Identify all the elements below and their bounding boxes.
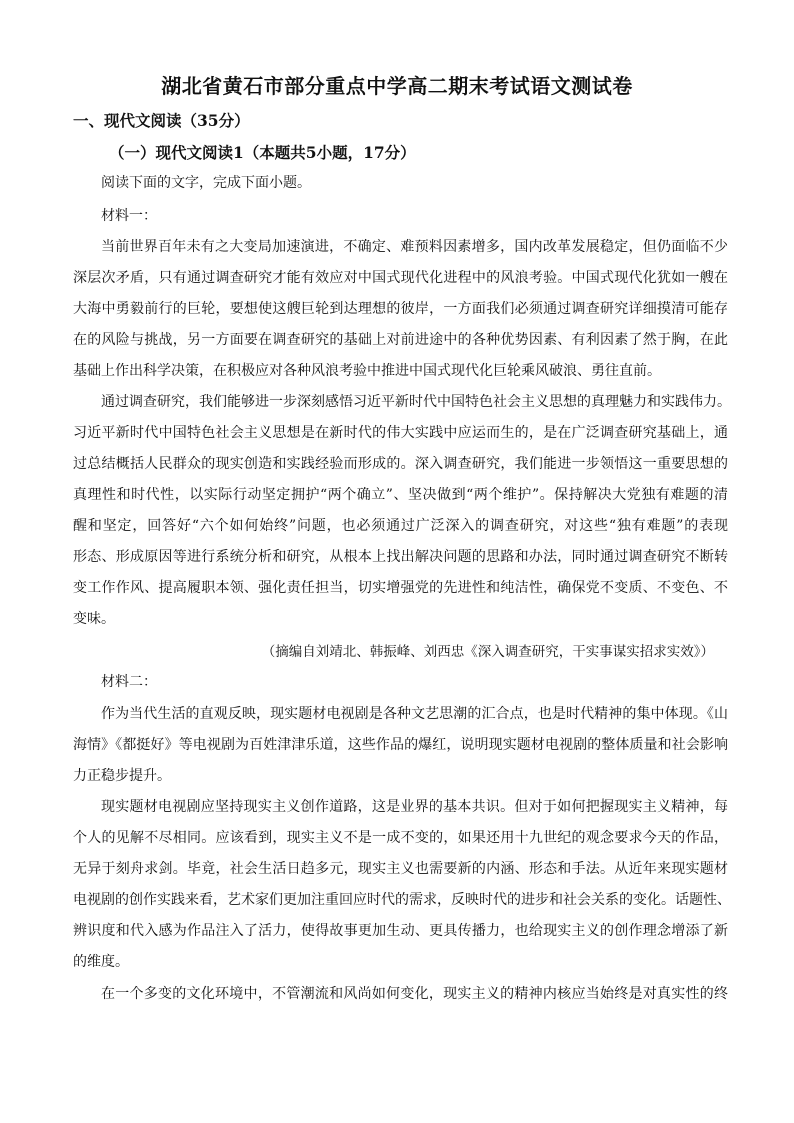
instruction-text: 阅读下面的文字，完成下面小题。 xyxy=(101,175,311,191)
material1-line: 通过调查研究，我们能够进一步深刻感悟习近平新时代中国特色社会主义思想的真理魅力和实践伟力。 xyxy=(101,394,731,410)
material1-line: 真理性和时代性，以实际行动坚定拥护“两个确立”、坚决做到“两个维护”。保持解决大党独有难题的清 xyxy=(73,487,728,503)
material1-line: 形态、形成原因等进行系统分析和研究，从根本上找出解决问题的思路和办法，同时通过调查研究不断转 xyxy=(73,549,728,565)
material2-label: 材料二： xyxy=(101,674,157,690)
material2-line: 个人的见解不尽相同。应该看到，现实主义不是一成不变的，如果还用十九世纪的观念要求今天的作品， xyxy=(73,830,728,846)
material1-line: 习近平新时代中国特色社会主义思想是在新时代的伟大实践中应运而生的，是在广泛调查研究基础上，通 xyxy=(73,425,728,441)
material1-label: 材料一： xyxy=(101,208,157,224)
material2-line: 现实题材电视剧应坚持现实主义创作道路，这是业界的基本共识。但对于如何把握现实主义精神，每 xyxy=(101,799,728,815)
material1-line: 过总结概括人民群众的现实创造和实践经验而形成的。深入调查研究，我们能进一步领悟这一重要思想的 xyxy=(73,456,728,472)
material2-line: 在一个多变的文化环境中，不管潮流和风尚如何变化，现实主义的精神内核应当始终是对真实性的终 xyxy=(101,986,728,1002)
material1-line: 深层次矛盾，只有通过调查研究才能有效应对中国式现代化进程中的风浪考验。中国式现代化犹如一艘在 xyxy=(73,270,728,286)
material1-line: 在的风险与挑战，另一方面要在调查研究的基础上对前进途中的各种优势因素、有利因素了然于胸，在此 xyxy=(73,332,728,348)
subsection-heading: （一）现代文阅读1（本题共5小题，17分） xyxy=(109,143,416,162)
material1-line: 变工作作风、提高履职本领、强化责任担当，切实增强党的先进性和纯洁性，确保党不变质、不变色、不 xyxy=(73,580,728,596)
material1-line: 当前世界百年未有之大变局加速演进，不确定、难预料因素增多，国内改革发展稳定，但仍面临不少 xyxy=(101,239,728,255)
material2-line: 作为当代生活的直观反映，现实题材电视剧是各种文艺思潮的汇合点，也是时代精神的集中体现。《山 xyxy=(101,706,728,722)
material2-line: 海情》《都挺好》等电视剧为百姓津津乐道，这些作品的爆红，说明现实题材电视剧的整体质量和社会影响 xyxy=(73,737,728,753)
material1-line: 大海中勇毅前行的巨轮，要想使这艘巨轮到达理想的彼岸，一方面我们必须通过调查研究详细摸清可能存 xyxy=(73,301,728,317)
material2-line: 电视剧的创作实践来看，艺术家们更加注重回应时代的需求，反映时代的进步和社会关系的变化。话题性、 xyxy=(73,892,731,908)
material1-line: 基础上作出科学决策，在积极应对各种风浪考验中推进中国式现代化巨轮乘风破浪、勇往直前。 xyxy=(73,363,661,379)
material2-line: 力正稳步提升。 xyxy=(73,768,171,784)
material2-line: 的维度。 xyxy=(73,954,129,970)
material1-source: （摘编自刘靖北、韩振峰、刘西忠《深入调查研究，干实事谋实招求实效》） xyxy=(261,644,714,660)
material2-line: 无异于刻舟求剑。毕竟，社会生活日趋多元，现实主义也需要新的内涵、形态和手法。从近年来现实题材 xyxy=(73,861,728,877)
material2-line: 辨识度和代入感为作品注入了活力，使得故事更加生动、更具传播力，也给现实主义的创作理念增添了新 xyxy=(73,923,728,939)
material1-line: 醒和坚定，回答好“六个如何始终”问题，也必须通过广泛深入的调查研究，对这些“独有难题”的表现 xyxy=(73,518,728,534)
section-heading: 一、现代文阅读（35分） xyxy=(73,111,250,130)
material1-line: 变味。 xyxy=(73,611,115,627)
exam-title: 湖北省黄石市部分重点中学高二期末考试语文测试卷 xyxy=(161,74,633,98)
